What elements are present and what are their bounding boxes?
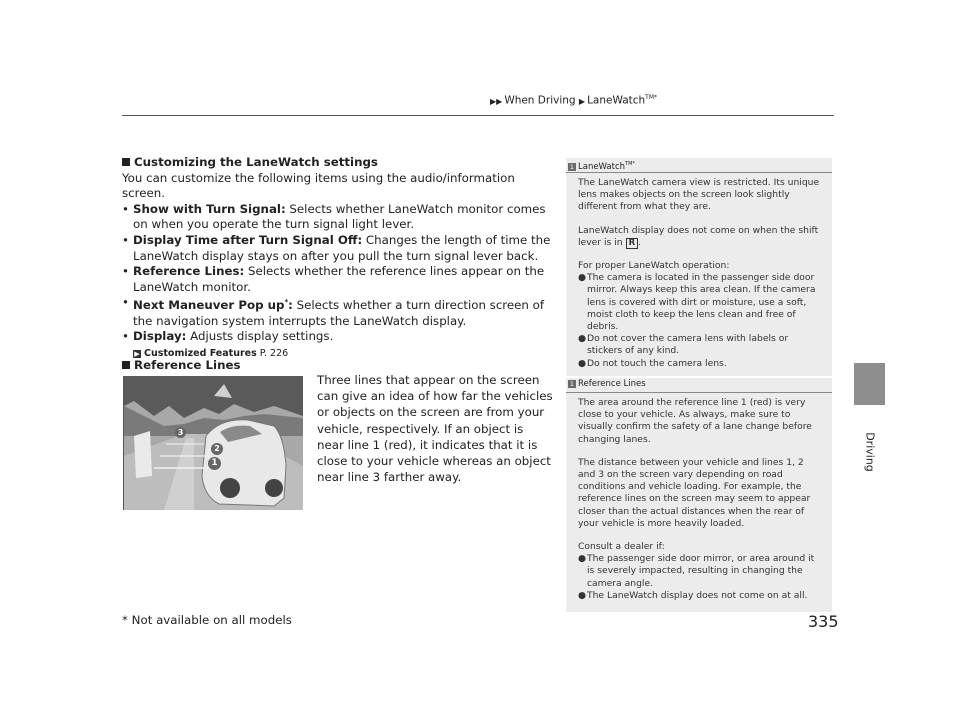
item-term: Display: xyxy=(133,329,187,344)
note-bullet xyxy=(578,553,822,590)
note-title xyxy=(566,378,832,393)
lanewatch-camera-image xyxy=(124,376,303,510)
chapter-label: Driving xyxy=(863,432,877,472)
list-item xyxy=(122,264,557,295)
header-divider xyxy=(122,115,834,116)
note-title-text: LaneWatch xyxy=(578,161,626,172)
square-bullet-icon xyxy=(122,158,130,166)
line-marker-1: 1 xyxy=(208,457,221,470)
xref-page: P. 226 xyxy=(256,348,289,360)
note-bullet xyxy=(578,272,822,333)
bullet-icon: ● xyxy=(578,589,587,601)
note-bullet xyxy=(578,358,822,370)
bullet-icon: • xyxy=(122,264,129,279)
item-term: Next Maneuver Pop up xyxy=(133,298,285,313)
breadcrumb-arrow-icon: ▶▶ xyxy=(490,96,503,106)
reference-lines-text: Three lines that appear on the screen can give an idea of how far the vehicles or objects on the screen are from your vehicle, respectively. If an object is near line 1 (red), it indicates that it is close to your vehicle whereas an object near line 3 farther away. xyxy=(317,373,553,485)
note-bullet-text: The LaneWatch display does not come on at all. xyxy=(587,589,808,601)
note-text: . xyxy=(638,236,642,248)
reference-arrow-icon: ▶ xyxy=(134,350,140,359)
note-number-icon: 1 xyxy=(569,162,575,171)
item-term: Display Time after Turn Signal Off: xyxy=(133,232,363,247)
page-number: 335 xyxy=(808,612,839,631)
item-desc: Selects whether LaneWatch monitor comes on when you operate the turn signal light lever. xyxy=(133,201,546,232)
note-reference-lines xyxy=(566,378,832,612)
note-bullet-text: The passenger side door mirror, or area around it is severely impacted, resulting in changing the camera angle. xyxy=(587,553,815,589)
note-paragraph: The area around the reference line 1 (red) is very close to your vehicle. As always, make sure to visually confirm the safety of a lane change before changing lanes. xyxy=(578,397,812,445)
breadcrumb-item[interactable]: When Driving xyxy=(504,94,576,107)
reference-lines-heading-text: Reference Lines xyxy=(134,358,241,372)
list-item xyxy=(122,233,557,264)
bullet-icon: ● xyxy=(578,272,587,284)
section-heading-text: Customizing the LaneWatch settings xyxy=(134,155,378,169)
line-marker-3: 3 xyxy=(175,427,186,438)
bullet-icon: • xyxy=(122,329,129,344)
bullet-icon: ● xyxy=(578,333,587,345)
item-desc: Adjusts display settings. xyxy=(186,329,334,344)
note-paragraph xyxy=(578,225,822,249)
note-paragraph: For proper LaneWatch operation: xyxy=(578,260,730,272)
note-lanewatch xyxy=(566,158,832,376)
section-heading xyxy=(122,155,557,171)
bullet-icon: • xyxy=(122,295,129,310)
note-number-icon: 1 xyxy=(569,380,575,388)
bullet-icon: ● xyxy=(578,553,587,565)
note-bullet xyxy=(578,333,822,357)
note-title-text: Reference Lines xyxy=(578,379,646,389)
item-desc: Selects whether the reference lines appear on the LaneWatch monitor. xyxy=(133,264,545,294)
item-term-sup: * xyxy=(284,298,289,307)
xref-title[interactable]: Customized Features xyxy=(144,348,257,360)
chapter-tab[interactable] xyxy=(854,363,885,405)
reference-lines-heading xyxy=(122,358,241,372)
customizing-section xyxy=(122,155,557,362)
bullet-icon: ● xyxy=(578,357,587,369)
item-term-colon: : xyxy=(288,298,293,313)
note-title-sup: TM* xyxy=(625,161,635,167)
list-item xyxy=(122,295,557,329)
square-bullet-icon xyxy=(122,361,130,369)
settings-list xyxy=(122,202,557,345)
breadcrumb-item[interactable]: LaneWatch xyxy=(587,94,646,107)
note-text: LaneWatch display does not come on when the shift lever is in xyxy=(578,224,819,248)
breadcrumb-sup: TM* xyxy=(645,94,658,101)
gear-r-icon: R xyxy=(626,238,639,249)
note-title xyxy=(566,158,832,173)
list-item xyxy=(122,202,557,233)
list-item xyxy=(122,329,557,345)
breadcrumb xyxy=(490,94,657,107)
item-desc: Changes the length of time the LaneWatch display stays on after you pull the turn signal lever back. xyxy=(133,232,551,263)
item-term: Reference Lines: xyxy=(133,264,245,279)
intro-text: You can customize the following items using the audio/information screen. xyxy=(122,170,515,201)
note-bullet-text: Do not touch the camera lens. xyxy=(587,357,727,369)
note-bullet xyxy=(578,590,822,602)
breadcrumb-arrow-icon: ▶ xyxy=(578,96,586,106)
note-paragraph: Consult a dealer if: xyxy=(578,541,665,553)
footnote: * Not available on all models xyxy=(122,613,292,627)
bullet-icon: • xyxy=(122,201,129,216)
note-bullet-text: Do not cover the camera lens with labels or stickers of any kind. xyxy=(587,333,789,357)
note-bullet-text: The camera is located in the passenger side door mirror. Always keep this area clean. If the camera lens is covered with dirt or moisture, use a soft, moist cloth to keep the lens clean and free of debris. xyxy=(587,272,816,333)
item-term: Show with Turn Signal: xyxy=(133,201,286,216)
bullet-icon: • xyxy=(122,232,129,247)
note-paragraph: The distance between your vehicle and lines 1, 2 and 3 on the screen vary depending on road conditions and vehicle loading. For example, the reference lines on the screen may seem to appear closer than the actual distances when the rear of your vehicle is more heavily loaded. xyxy=(578,456,811,529)
item-desc: Selects whether a turn direction screen of the navigation system interrupts the LaneWatch display. xyxy=(133,298,545,328)
line-marker-2: 2 xyxy=(211,443,223,455)
note-paragraph: The LaneWatch camera view is restricted. Its unique lens makes objects on the screen look slightly different from what they are. xyxy=(578,177,820,213)
